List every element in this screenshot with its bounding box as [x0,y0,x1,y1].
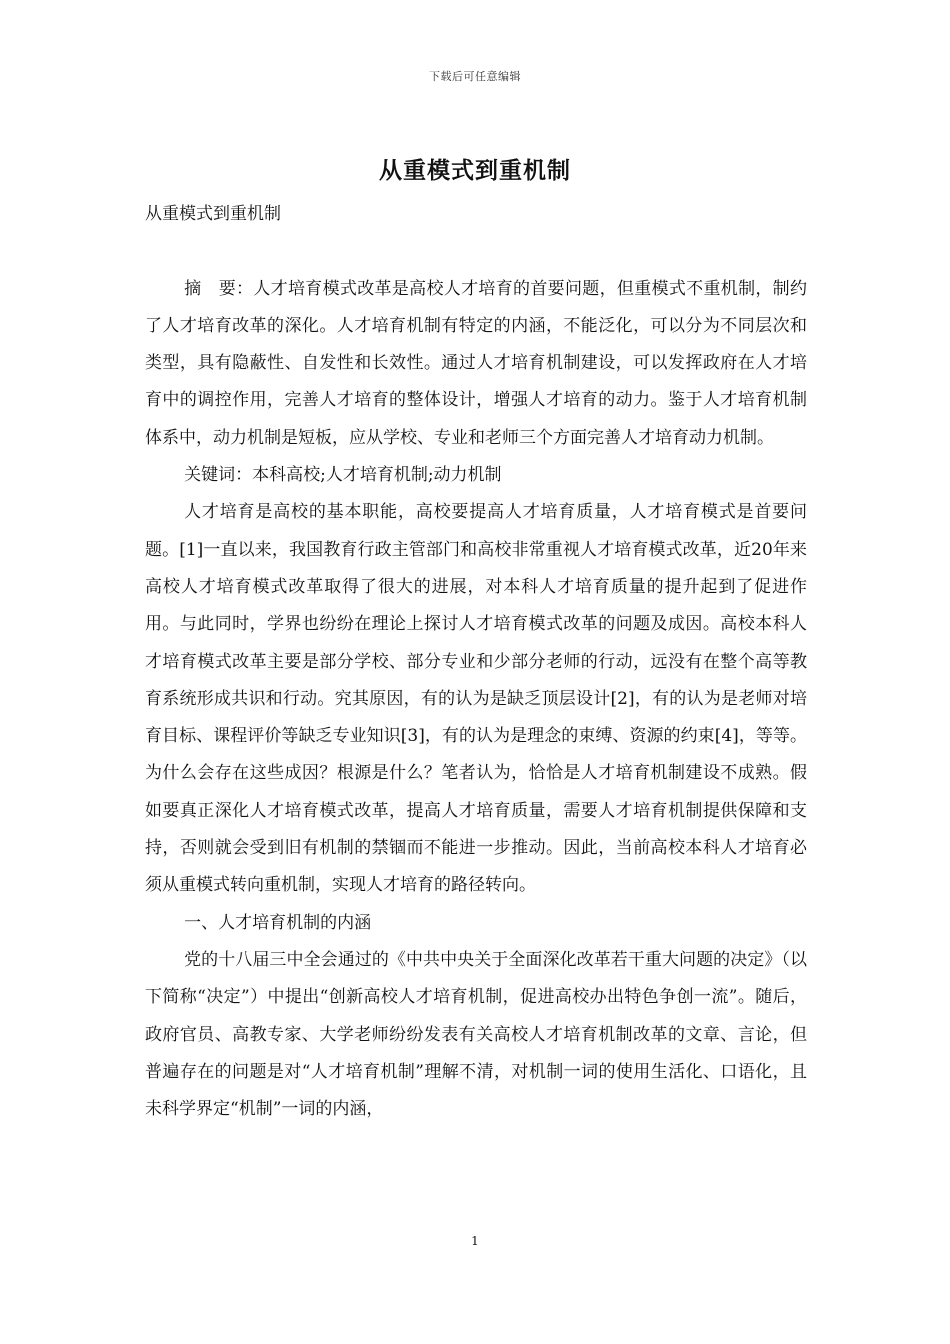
subtitle-line: 从重模式到重机制 [145,204,281,224]
section-heading-1: 一、人才培育机制的内涵 [184,912,372,933]
header-note: 下载后可任意编辑 [429,70,521,83]
section-1-paragraph: 党的十八届三中全会通过的《中共中央关于全面深化改革若干重大问题的决定》（以下简称“决定”）中提出“创新高校人才培育机制，促进高校办出特色争创一流”。随后，政府官员、高教专家、大学老师纷纷发表有关高校人才培育机制改革的文章、言论，但普遍存在的问题是对“人才培育机制”理解不清，对机制一词的使用生活化、口语化，且未科学界定“机制”一词的内涵， [145,949,807,1120]
abstract-paragraph: 摘 要：人才培育模式改革是高校人才培育的首要问题，但重模式不重机制，制约了人才培育改革的深化。人才培育机制有特定的内涵，不能泛化，可以分为不同层次和类型，具有隐蔽性、自发性和长效性。通过人才培育机制建设，可以发挥政府在人才培育中的调控作用，完善人才培育的整体设计，增强人才培育的动力。鉴于人才培育机制体系中，动力机制是短板，应从学校、专业和老师三个方面完善人才培育动力机制。 [145,278,807,448]
page-number: 1 [471,1234,479,1248]
blank-line [145,233,807,270]
document-body [145,196,807,1128]
intro-paragraph: 人才培育是高校的基本职能，高校要提高人才培育质量，人才培育模式是首要问题。[1]一直以来，我国教育行政主管部门和高校非常重视人才培育模式改革，近20年来高校人才培育模式改革取得了很大的进展，对本科人才培育质量的提升起到了促进作用。与此同时，学界也纷纷在理论上探讨人才培育模式改革的问题及成因。高校本科人才培育模式改革主要是部分学校、部分专业和少部分老师的行动，远没有在整个高等教育系统形成共识和行动。究其原因，有的认为是缺乏顶层设计[2]，有的认为是老师对培育目标、课程评价等缺乏专业知识[3]，有的认为是理念的束缚、资源的约束[4]，等等。为什么会存在这些成因？根源是什么？笔者认为，恰恰是人才培育机制建设不成熟。假如要真正深化人才培育模式改革，提高人才培育质量，需要人才培育机制提供保障和支持，否则就会受到旧有机制的禁锢而不能进一步推动。因此，当前高校本科人才培育必须从重模式转向重机制，实现人才培育的路径转向。 [145,502,807,896]
keywords-line: 关键词：本科高校;人才培育机制;动力机制 [184,465,502,486]
document-title: 从重模式到重机制 [379,158,571,184]
